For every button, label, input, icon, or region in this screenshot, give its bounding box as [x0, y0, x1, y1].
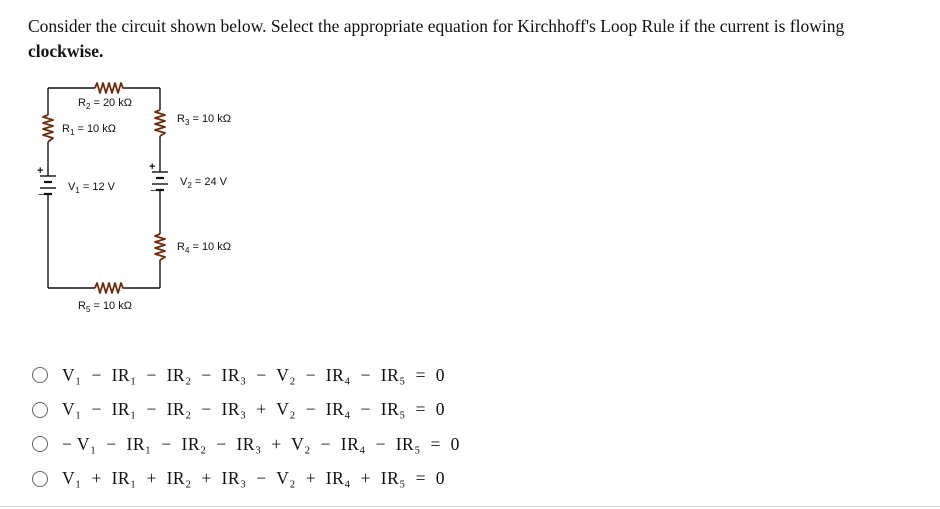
label-v1: $V_1 = 12$ V	[68, 181, 115, 195]
answer-options	[32, 358, 460, 496]
option-1[interactable]	[32, 358, 460, 393]
radio-button-icon[interactable]	[32, 402, 48, 418]
divider	[0, 506, 940, 507]
option-2[interactable]	[32, 393, 460, 428]
option-4-equation: V₁ + IR₁ + IR₂ + IR₃ − V₂ + IR₄ + IR₅ = 0	[62, 468, 446, 489]
option-3[interactable]	[32, 427, 460, 462]
label-r5: $R_5 = 10$ kΩ	[78, 300, 132, 314]
resistor-r5	[95, 283, 125, 293]
label-r1: $R_1 = 10$ kΩ	[62, 123, 116, 137]
radio-button-icon[interactable]	[32, 471, 48, 487]
label-r4: $R_4 = 10$ kΩ	[177, 241, 231, 255]
label-r3: $R_3 = 10$ kΩ	[177, 113, 231, 127]
label-r2: $R_2 = 20$ kΩ	[78, 97, 132, 111]
v2-plus-sign: +	[149, 161, 156, 173]
resistor-r4	[155, 234, 165, 260]
resistor-r3	[155, 110, 165, 136]
v1-minus-sign: −	[38, 189, 45, 201]
question-text: Consider the circuit shown below. Select the appropriate equation for Kirchhoff's Loop Rule if the current is flowing	[28, 16, 845, 36]
radio-button-icon[interactable]	[32, 367, 48, 383]
v2-minus-sign: −	[150, 185, 157, 197]
resistor-r2	[95, 83, 125, 93]
label-v2: $V_2 = 24$ V	[180, 176, 227, 190]
option-2-equation: V₁ − IR₁ − IR₂ − IR₃ + V₂ − IR₄ − IR₅ = 0	[62, 399, 446, 420]
v1-plus-sign: +	[37, 165, 44, 177]
radio-button-icon[interactable]	[32, 436, 48, 452]
option-1-equation: V₁ − IR₁ − IR₂ − IR₃ − V₂ − IR₄ − IR₅ = 0	[62, 364, 446, 385]
resistor-r1	[43, 115, 53, 142]
question-emphasis: clockwise.	[28, 41, 104, 61]
option-4[interactable]	[32, 462, 460, 497]
option-3-equation: − V₁ − IR₁ − IR₂ − IR₃ + V₂ − IR₄ − IR₅ = 0	[62, 433, 460, 454]
